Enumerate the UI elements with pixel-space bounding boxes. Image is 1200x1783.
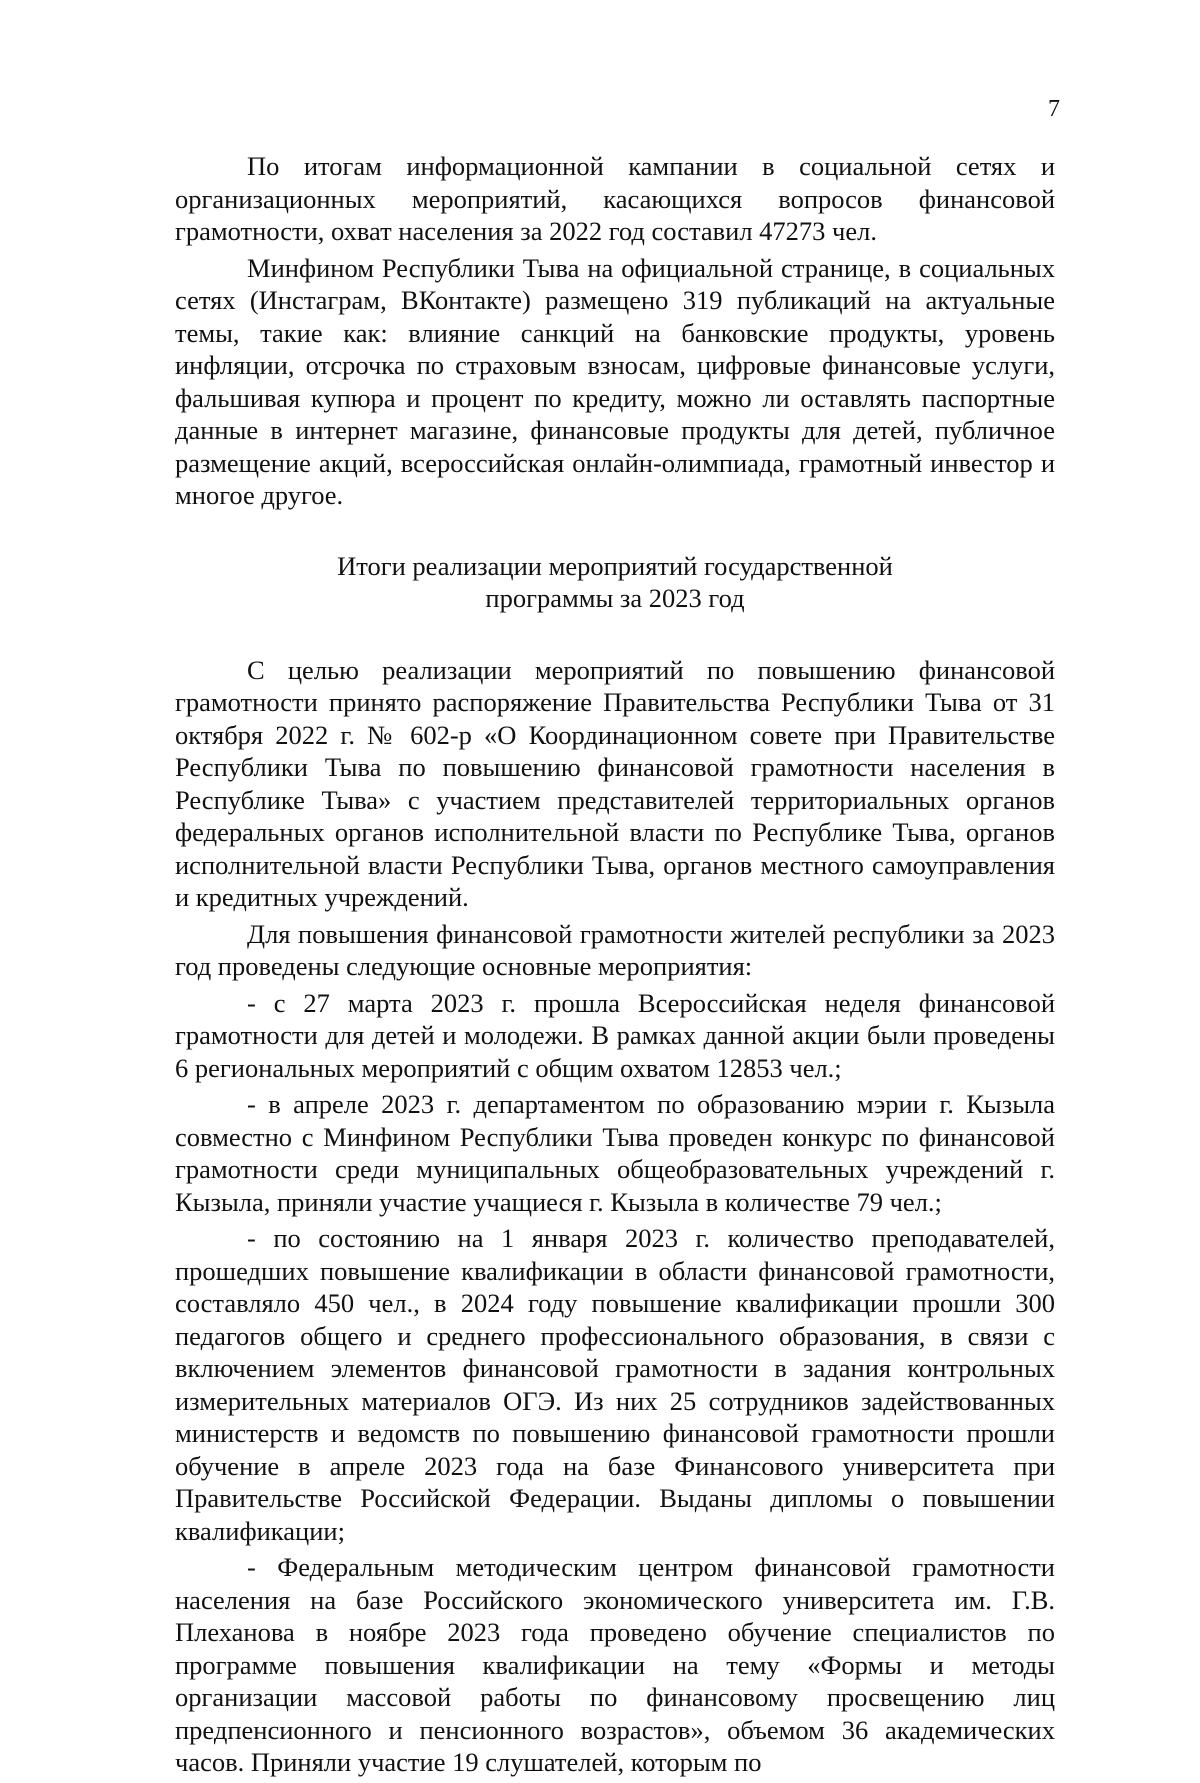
list-item-financial-literacy-week: - с 27 марта 2023 г. прошла Всероссийская неделя финансовой грамотности для детей и молодежи. В рамках данной акции были проведены 6 региональных мероприятий с общим охватом 12853 чел.; [175, 987, 1055, 1083]
paragraph-decree: С целью реализации мероприятий по повышению финансовой грамотности принято распоряжение Правительства Республики Тыва от 31 октября 2022 г. № 602-р «О Координационном совете при Правительстве Республики Тыва по повышению финансовой грамотности населения в Республике Тыва» с участием представителей территориальных органов федеральных органов исполнительной власти по Республике Тыва, органов исполнительной власти Республики Тыва, органов местного самоуправления и кредитных учреждений. [175, 654, 1055, 912]
section-heading-line-2: программы за 2023 год [485, 582, 745, 613]
document-body [175, 150, 1055, 1783]
paragraph-publications: Минфином Республики Тыва на официальной странице, в социальных сетях (Инстаграм, ВКонтакте) размещено 319 публикаций на актуальные темы, такие как: влияние санкций на банковские продукты, уровень инфляции, отсрочка по страховым взносам, цифровые финансовые услуги, фальшивая купюра и процент по кредиту, можно ли оставлять паспортные данные в интернет магазине, финансовые продукты для детей, публичное размещение акций, всероссийская онлайн-олимпиада, грамотный инвестор и многое другое. [175, 252, 1055, 510]
list-item-methodical-center: - Федеральным методическим центром финансовой грамотности населения на базе Российского экономического университета им. Г.В. Плеханова в ноябре 2023 года проведено обучение специалистов по программе повышения квалификации на тему «Формы и методы организации массовой работы по финансовому просвещению лиц предпенсионного и пенсионного возрастов», объемом 36 академических часов. Приняли участие 19 слушателей, которым по [175, 1552, 1055, 1777]
page-number: 7 [1048, 96, 1060, 122]
paragraph-campaign-reach: По итогам информационной кампании в социальной сетях и организационных мероприятий, касающихся вопросов финансовой грамотности, охват населения за 2022 год составил 47273 чел. [175, 151, 1055, 246]
paragraph-activities-intro: Для повышения финансовой грамотности жителей республики за 2023 год проведены следующие основные мероприятия: [175, 918, 1055, 981]
list-item-teacher-training: - по состоянию на 1 января 2023 г. количество преподавателей, прошедших повышение квалификации в области финансовой грамотности, составляло 450 чел., в 2024 году повышение квалификации прошли 300 педагогов общего и среднего профессионального образования, в связи с включением элементов финансовой грамотности в задания контрольных измерительных материалов ОГЭ. Из них 25 сотрудников задействованных министерств и ведомств по повышению финансовой грамотности прошли обучение в апреле 2023 года на базе Финансового университета при Правительстве Российской Федерации. Выданы дипломы о повышении квалификации; [175, 1223, 1055, 1546]
section-heading-line-1: Итоги реализации мероприятий государственной [337, 550, 893, 581]
section-heading [175, 550, 1055, 614]
list-item-kyzyl-contest: - в апреле 2023 г. департаментом по образованию мэрии г. Кызыла совместно с Минфином Республики Тыва проведен конкурс по финансовой грамотности среди муниципальных общеобразовательных учреждений г. Кызыла, приняли участие учащиеся г. Кызыла в количестве 79 чел.; [175, 1089, 1055, 1217]
